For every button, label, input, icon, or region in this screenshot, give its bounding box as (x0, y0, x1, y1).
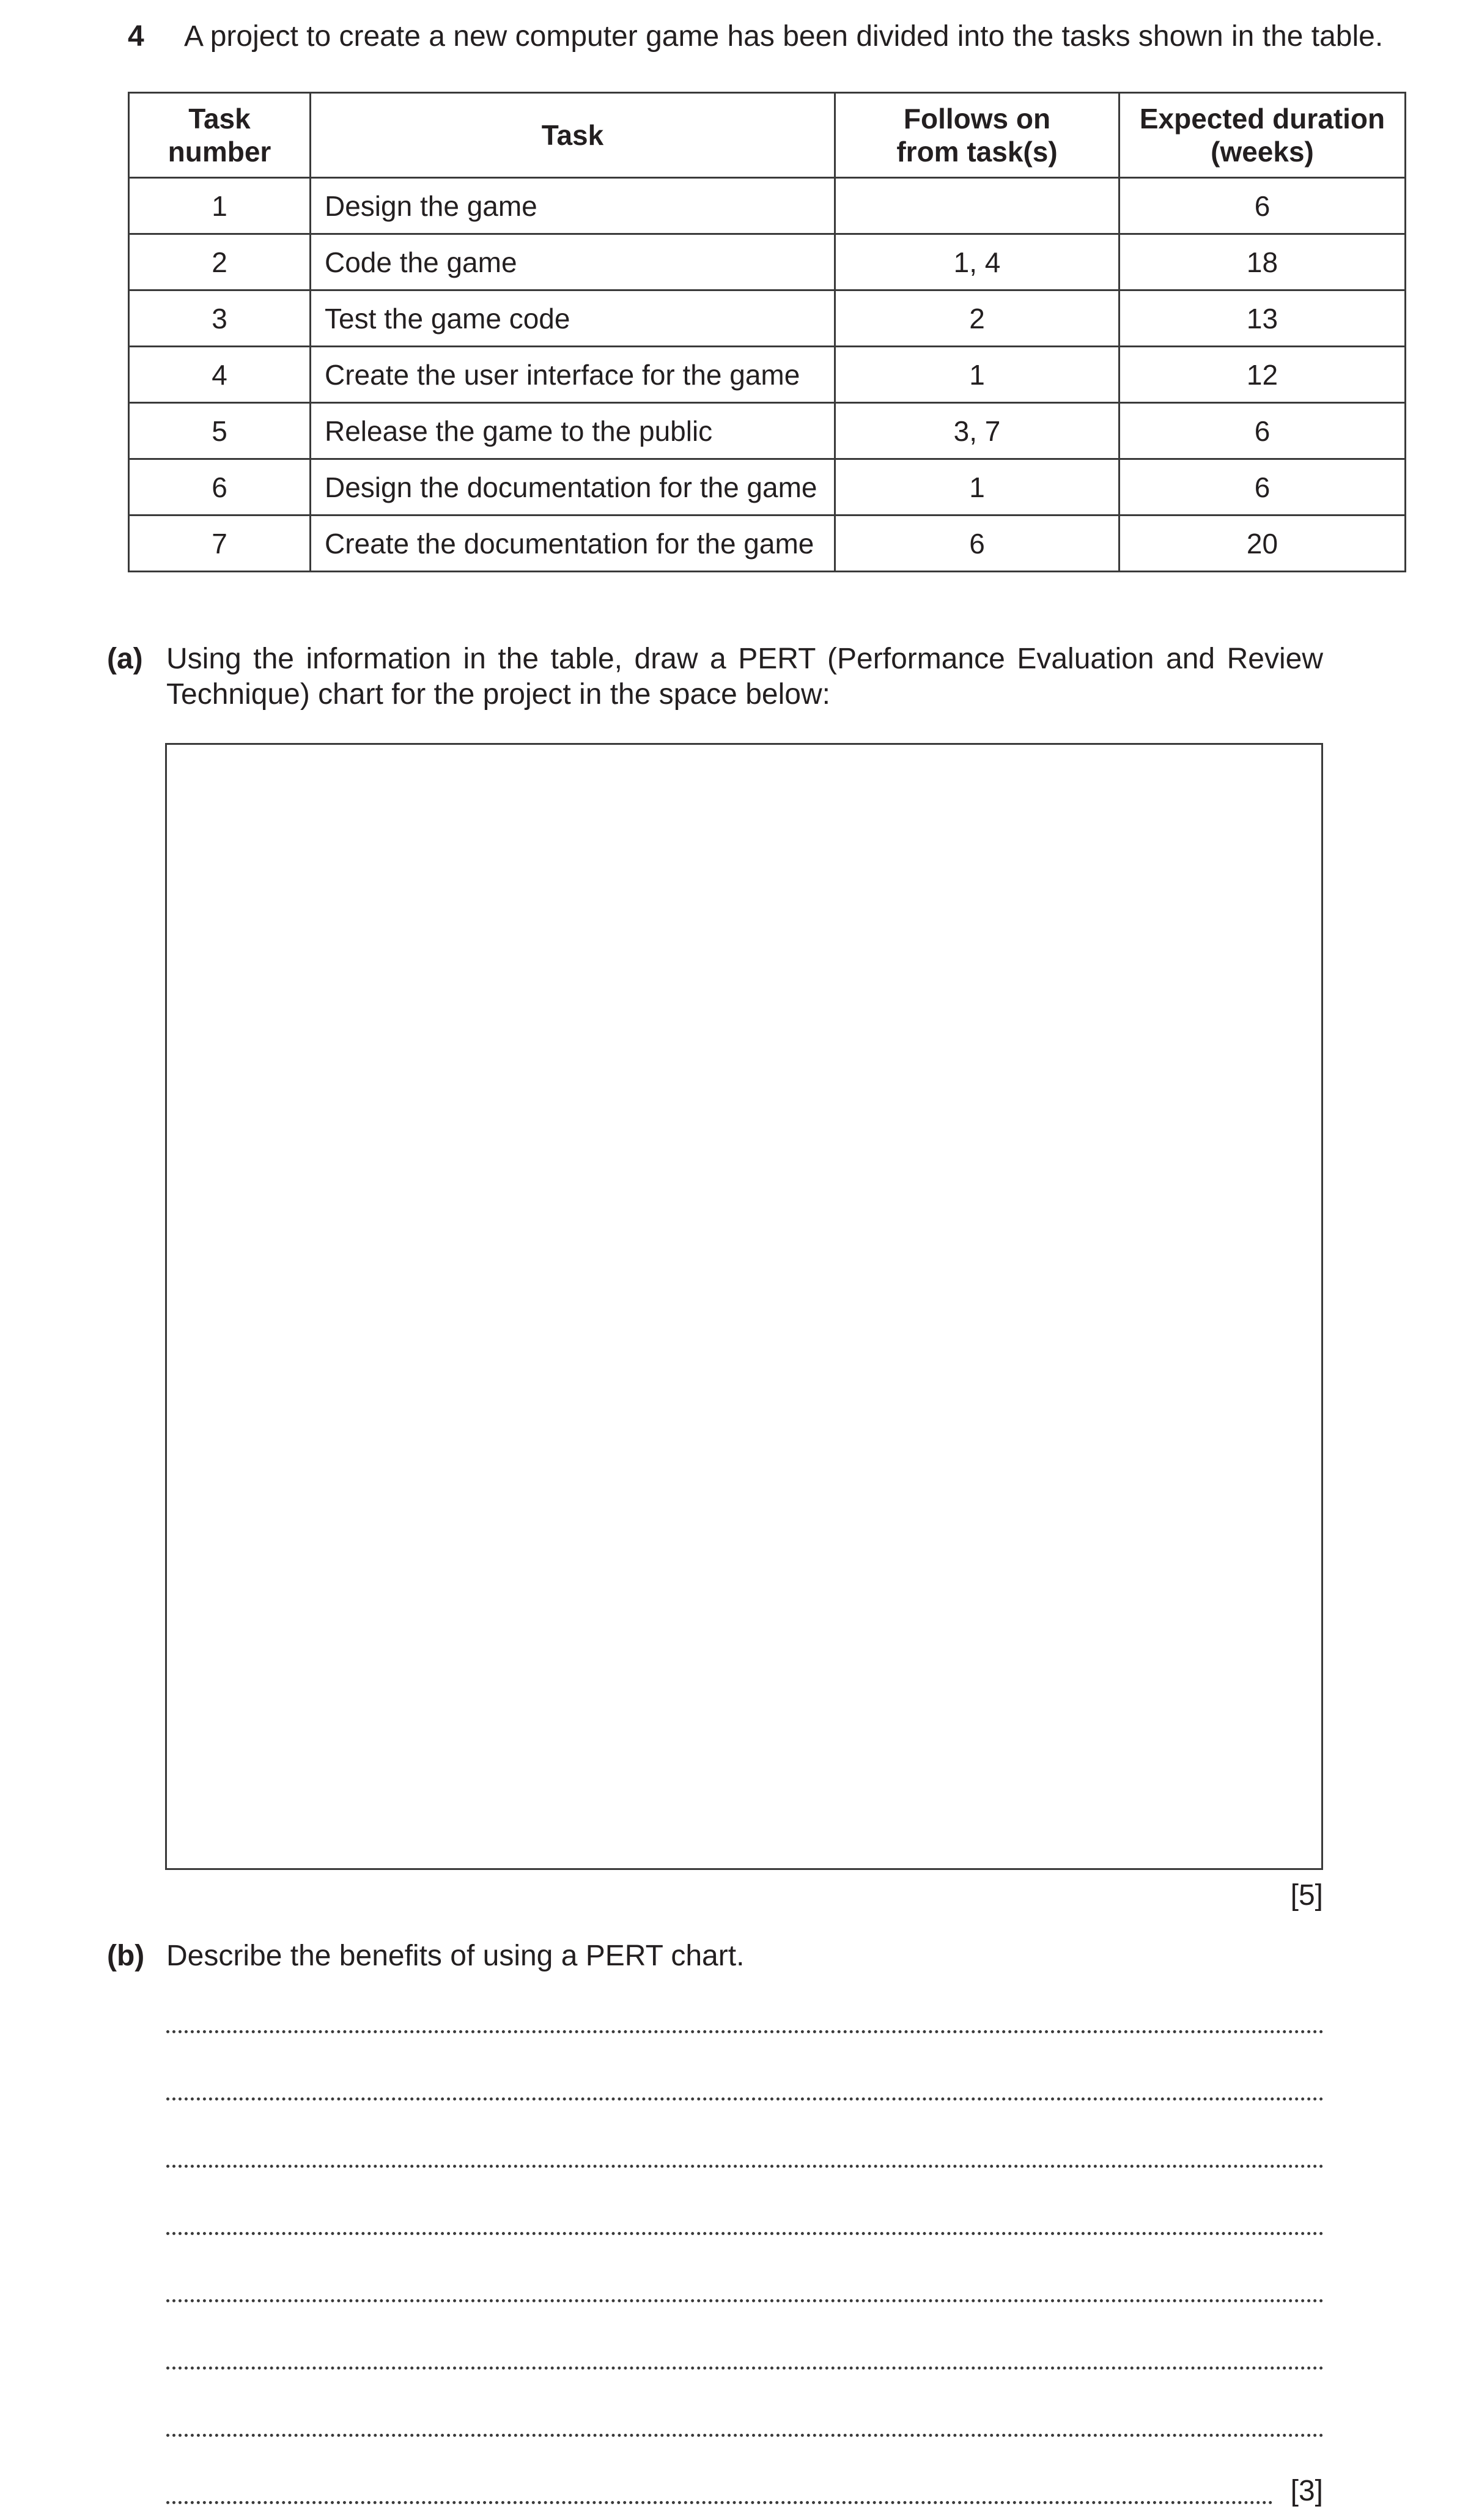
task-number-cell: 2 (129, 234, 311, 290)
duration-cell: 6 (1119, 403, 1406, 459)
task-name-cell: Code the game (311, 234, 835, 290)
answer-line[interactable] (166, 2299, 1324, 2302)
follows-on-cell: 6 (835, 515, 1119, 572)
task-name-cell: Create the documentation for the game (311, 515, 835, 572)
task-number-cell: 3 (129, 290, 311, 347)
follows-on-cell: 1 (835, 459, 1119, 515)
header-task: Task (311, 93, 835, 178)
part-b-letter: (b) (107, 1940, 145, 1972)
table-row (129, 459, 1406, 515)
table-row (129, 347, 1406, 403)
part-a (107, 641, 1330, 715)
duration-cell: 18 (1119, 234, 1406, 290)
task-number-cell: 5 (129, 403, 311, 459)
part-a-marks: [5] (1290, 1879, 1323, 1912)
question-number: 4 (128, 20, 144, 53)
duration-cell: 13 (1119, 290, 1406, 347)
task-name-cell: Design the game (311, 178, 835, 234)
duration-cell: 12 (1119, 347, 1406, 403)
answer-line[interactable] (166, 2165, 1324, 2168)
table-row (129, 403, 1406, 459)
table-row (129, 234, 1406, 290)
task-number-cell: 1 (129, 178, 311, 234)
answer-line[interactable] (166, 2367, 1324, 2370)
follows-on-cell: 1, 4 (835, 234, 1119, 290)
duration-cell: 20 (1119, 515, 1406, 572)
header-follows-on: Follows on from task(s) (835, 93, 1119, 178)
answer-line[interactable] (166, 2434, 1324, 2437)
part-a-text: Using the information in the table, draw a PERT (Performance Evaluation and Review Technique) chart for the project in the space below: (166, 643, 1323, 711)
part-b-text: Describe the benefits of using a PERT chart. (166, 1940, 745, 1972)
task-number-cell: 6 (129, 459, 311, 515)
part-b (107, 1938, 1330, 1975)
task-name-cell: Release the game to the public (311, 403, 835, 459)
task-number-cell: 7 (129, 515, 311, 572)
task-table (128, 92, 1406, 572)
part-b-marks: [3] (1290, 2475, 1323, 2507)
follows-on-cell: 2 (835, 290, 1119, 347)
table-row (129, 515, 1406, 572)
header-duration: Expected duration (weeks) (1119, 93, 1406, 178)
answer-line[interactable] (166, 2232, 1324, 2235)
task-name-cell: Create the user interface for the game (311, 347, 835, 403)
pert-chart-answer-box[interactable] (165, 743, 1323, 1870)
follows-on-cell: 3, 7 (835, 403, 1119, 459)
answer-line[interactable] (166, 2030, 1324, 2033)
task-name-cell: Design the documentation for the game (311, 459, 835, 515)
table-row (129, 290, 1406, 347)
question-stem: A project to create a new computer game has been divided into the tasks shown in the table. (184, 20, 1384, 53)
header-task-number: Task number (129, 93, 311, 178)
follows-on-cell: 1 (835, 347, 1119, 403)
answer-line[interactable] (166, 2097, 1324, 2101)
task-name-cell: Test the game code (311, 290, 835, 347)
part-a-letter: (a) (107, 643, 143, 675)
duration-cell: 6 (1119, 178, 1406, 234)
task-number-cell: 4 (129, 347, 311, 403)
table-header-row (129, 93, 1406, 178)
answer-line[interactable] (166, 2501, 1273, 2504)
follows-on-cell (835, 178, 1119, 234)
table-row (129, 178, 1406, 234)
duration-cell: 6 (1119, 459, 1406, 515)
